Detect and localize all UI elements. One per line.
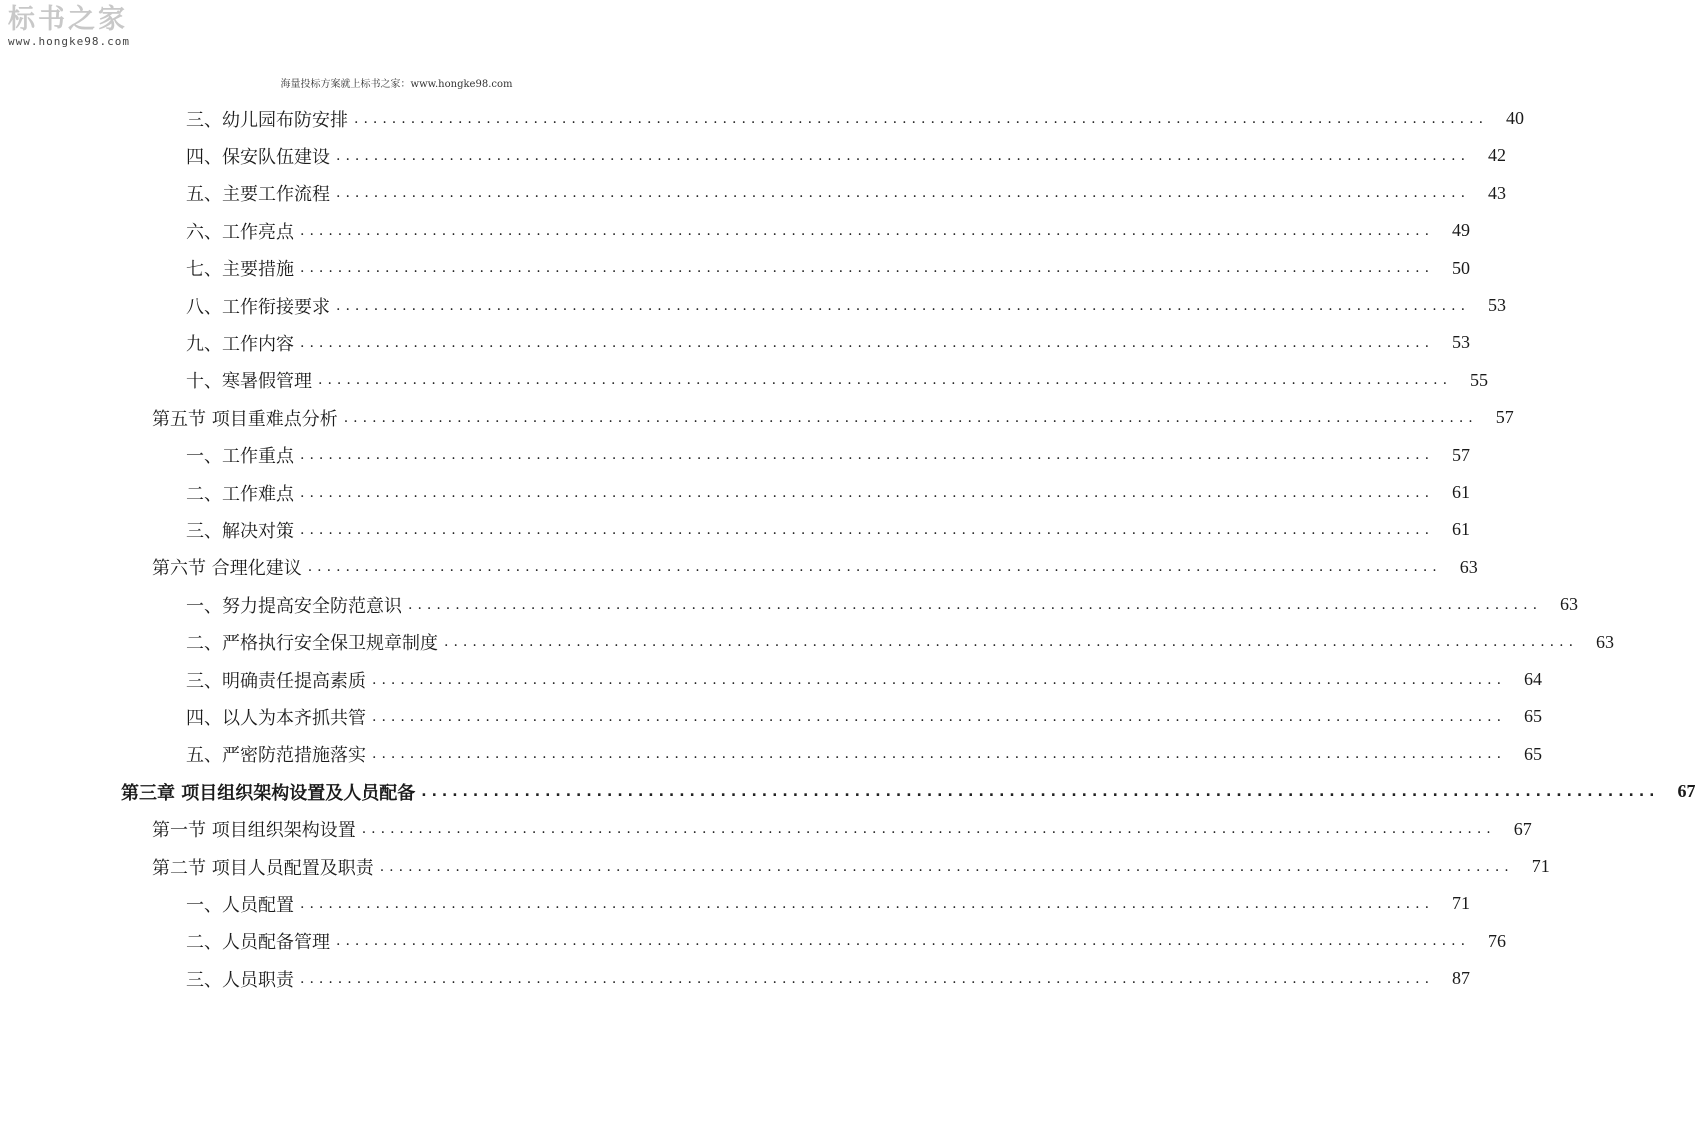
toc-entry-label: 第五节 项目重难点分析 <box>152 408 338 430</box>
toc-entry <box>186 624 1615 661</box>
toc-dot-leader: ........................................................................................................................ <box>372 746 1507 763</box>
toc-entry-label: 二、工作难点 <box>186 483 294 505</box>
toc-entry-label: 二、严格执行安全保卫规章制度 <box>186 633 438 655</box>
toc-dot-leader: ........................................................................................................................ <box>300 260 1435 277</box>
toc-dot-leader: ........................................................................................................................ <box>307 559 1442 576</box>
toc-entry-page: 57 <box>1452 444 1471 465</box>
toc-entry <box>186 586 1579 623</box>
toc-entry-label: 四、保安队伍建设 <box>186 146 330 168</box>
toc-entry-label: 三、人员职责 <box>186 969 294 991</box>
toc-entry <box>186 661 1543 698</box>
toc-entry <box>152 399 1514 436</box>
toc-entry <box>186 511 1471 548</box>
toc-entry-label: 第二节 项目人员配置及职责 <box>152 857 374 879</box>
toc-dot-leader: ........................................................................................................................ <box>372 708 1507 725</box>
toc-entry-label: 三、幼儿园布防安排 <box>186 109 348 131</box>
toc-entry <box>186 137 1507 174</box>
toc-dot-leader: ........................................................................................................................ <box>300 970 1435 987</box>
toc-dot-leader: ........................................................................................................................ <box>300 447 1435 464</box>
toc-entry <box>121 773 1695 810</box>
toc-entry-label: 五、严密防范措施落实 <box>186 745 366 767</box>
toc-entry-page: 53 <box>1452 332 1471 353</box>
toc-entry-label: 一、努力提高安全防范意识 <box>186 595 402 617</box>
toc-entry <box>186 250 1471 287</box>
toc-dot-leader: ........................................................................................................................ <box>361 821 1496 838</box>
site-logo <box>8 4 158 48</box>
toc-entry-label: 九、工作内容 <box>186 333 294 355</box>
toc-entry-label: 一、工作重点 <box>186 446 294 468</box>
toc-entry-page: 63 <box>1560 594 1579 615</box>
toc-dot-leader: ........................................................................................................................ <box>379 858 1514 875</box>
toc-entry-label: 十、寒暑假管理 <box>186 371 312 393</box>
toc-entry-page: 65 <box>1524 706 1543 727</box>
toc-dot-leader: ........................................................................................................................ <box>300 895 1435 912</box>
toc-dot-leader: ........................................................................................................................ <box>300 521 1435 538</box>
toc-entry-label: 二、人员配备管理 <box>186 932 330 954</box>
toc-entry <box>186 100 1525 137</box>
toc-dot-leader: ........................................................................................................................ <box>336 147 1471 164</box>
toc-entry-page: 67 <box>1677 781 1695 802</box>
toc-entry <box>186 885 1471 922</box>
toc-entry-page: 64 <box>1524 669 1543 689</box>
toc-dot-leader: ........................................................................................................................ <box>421 783 1660 800</box>
toc-entry-label: 三、明确责任提高素质 <box>186 670 366 692</box>
toc-entry <box>152 549 1478 586</box>
toc-entry <box>186 175 1507 212</box>
toc-entry-page: 71 <box>1531 856 1550 876</box>
toc-entry-page: 40 <box>1506 108 1525 128</box>
toc-entry <box>152 848 1550 885</box>
toc-entry <box>186 212 1471 249</box>
toc-entry <box>186 474 1471 511</box>
page-header-note: 海量投标方案就上标书之家：www.hongke98.com <box>280 79 513 90</box>
toc-entry-page: 61 <box>1452 482 1471 502</box>
toc-dot-leader: ........................................................................................................................ <box>372 671 1507 688</box>
toc-entry-page: 67 <box>1513 818 1532 839</box>
toc-entry-label: 五、主要工作流程 <box>186 184 330 206</box>
logo-title: 标书之家 <box>8 4 128 35</box>
logo-url: www.hongke98.com <box>8 35 130 48</box>
toc-entry-page: 63 <box>1459 556 1478 577</box>
toc-entry-page: 42 <box>1488 145 1507 166</box>
toc-entry <box>186 736 1543 773</box>
toc-entry-page: 53 <box>1488 295 1507 315</box>
toc-dot-leader: ........................................................................................................................ <box>318 372 1453 389</box>
toc-dot-leader: ........................................................................................................................ <box>336 933 1471 950</box>
toc-entry-page: 50 <box>1452 257 1471 278</box>
toc-entry-label: 六、工作亮点 <box>186 221 294 243</box>
toc-dot-leader: ........................................................................................................................ <box>343 409 1478 426</box>
toc-entry-label: 一、人员配置 <box>186 894 294 916</box>
toc-entry-label: 第三章 项目组织架构设置及人员配备 <box>121 782 416 804</box>
toc-entry <box>186 698 1543 735</box>
toc-entry <box>152 811 1532 848</box>
toc-dot-leader: ........................................................................................................................ <box>300 222 1435 239</box>
toc-entry-label: 三、解决对策 <box>186 520 294 542</box>
toc-entry <box>186 324 1471 361</box>
toc-entry-page: 76 <box>1488 930 1507 951</box>
toc-dot-leader: ........................................................................................................................ <box>444 634 1579 651</box>
toc-entry <box>186 923 1507 960</box>
toc-entry <box>186 437 1471 474</box>
toc-entry-label: 七、主要措施 <box>186 259 294 281</box>
toc-entry-label: 第六节 合理化建议 <box>152 558 302 580</box>
toc-entry-label: 第一节 项目组织架构设置 <box>152 820 356 842</box>
toc-entry <box>186 960 1471 997</box>
toc-entry <box>186 362 1489 399</box>
toc-entry-label: 八、工作衔接要求 <box>186 296 330 318</box>
toc-entry-label: 四、以人为本齐抓共管 <box>186 707 366 729</box>
toc-dot-leader: ........................................................................................................................ <box>336 297 1471 314</box>
toc-entry-page: 87 <box>1452 968 1471 989</box>
toc-dot-leader: ........................................................................................................................ <box>300 334 1435 351</box>
toc-entry-page: 43 <box>1488 182 1507 203</box>
toc-entry-page: 71 <box>1452 893 1471 914</box>
toc-entry-page: 57 <box>1495 407 1514 428</box>
toc-entry-page: 49 <box>1452 220 1471 241</box>
toc-dot-leader: ........................................................................................................................ <box>354 110 1489 127</box>
toc-entry-page: 63 <box>1596 631 1615 652</box>
toc-entry <box>186 287 1507 324</box>
toc-entry-page: 61 <box>1452 519 1471 540</box>
toc-dot-leader: ........................................................................................................................ <box>408 596 1543 613</box>
toc-dot-leader: ........................................................................................................................ <box>336 185 1471 202</box>
toc-entry-page: 65 <box>1524 743 1543 764</box>
toc-dot-leader: ........................................................................................................................ <box>300 484 1435 501</box>
toc-entry-page: 55 <box>1470 369 1489 390</box>
